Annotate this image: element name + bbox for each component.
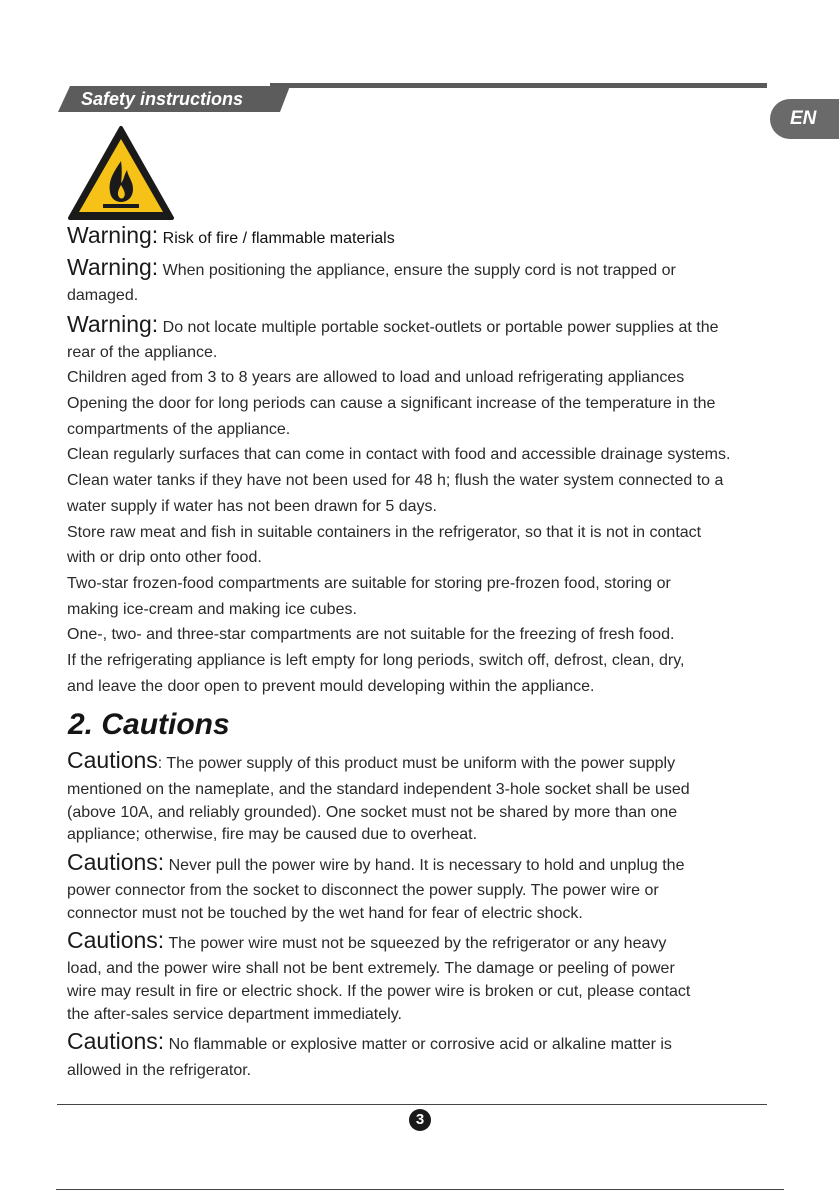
- caution-continuation: allowed in the refrigerator.: [67, 1062, 252, 1079]
- caution-continuation: mentioned on the nameplate, and the standard independent 3-hole socket shall be used: [67, 781, 690, 798]
- caution-text: No flammable or explosive matter or corrosive acid or alkaline matter is: [164, 1036, 672, 1053]
- page-number: 3: [409, 1109, 431, 1131]
- instruction-line: compartments of the appliance.: [67, 421, 291, 438]
- cautions-heading: 2. Cautions: [68, 708, 230, 741]
- instruction-line: Two-star frozen-food compartments are suitable for storing pre-frozen food, storing or: [67, 575, 671, 592]
- caution-line: [67, 1028, 672, 1055]
- instruction-line: If the refrigerating appliance is left empty for long periods, switch off, defrost, clean, dry,: [67, 652, 685, 669]
- caution-text: The power wire must not be squeezed by the refrigerator or any heavy: [164, 935, 667, 952]
- caution-continuation: the after-sales service department immediately.: [67, 1006, 402, 1023]
- caution-continuation: (above 10A, and reliably grounded). One socket must not be shared by more than one: [67, 804, 678, 821]
- instruction-line: water supply if water has not been drawn for 5 days.: [67, 498, 437, 515]
- warning-line: [67, 311, 719, 338]
- instruction-line: Clean regularly surfaces that can come in contact with food and accessible drainage systems.: [67, 446, 731, 463]
- warning-continuation: rear of the appliance.: [67, 344, 218, 361]
- instruction-line: with or drip onto other food.: [67, 549, 262, 566]
- caution-label: Cautions: [67, 747, 158, 773]
- caution-line: [67, 747, 676, 774]
- warning-label: Warning:: [67, 254, 159, 280]
- caution-label: Cautions:: [67, 927, 165, 953]
- caution-label: Cautions:: [67, 849, 165, 875]
- caution-line: [67, 927, 667, 954]
- language-label: EN: [790, 108, 817, 129]
- header-rule: [270, 83, 767, 88]
- section-title: Safety instructions: [81, 89, 244, 109]
- warning-text: Do not locate multiple portable socket-outlets or portable power supplies at the: [158, 319, 719, 336]
- caution-text: Never pull the power wire by hand. It is necessary to hold and unplug the: [164, 857, 685, 874]
- warning-label: Warning:: [67, 222, 159, 248]
- instruction-line: Children aged from 3 to 8 years are allowed to load and unload refrigerating appliances: [67, 369, 685, 386]
- warning-continuation: damaged.: [67, 287, 139, 304]
- caution-continuation: wire may result in fire or electric shock. If the power wire is broken or cut, please contact: [67, 983, 691, 1000]
- instruction-line: Opening the door for long periods can cause a significant increase of the temperature in the: [67, 395, 716, 412]
- warning-line: [67, 254, 676, 281]
- warning-text: When positioning the appliance, ensure the supply cord is not trapped or: [158, 262, 676, 279]
- warning-label: Warning:: [67, 311, 159, 337]
- caution-label: Cautions:: [67, 1028, 165, 1054]
- instruction-line: making ice-cream and making ice cubes.: [67, 601, 357, 618]
- caution-continuation: load, and the power wire shall not be bent extremely. The damage or peeling of power: [67, 960, 675, 977]
- instruction-line: Store raw meat and fish in suitable containers in the refrigerator, so that it is not in contact: [67, 524, 702, 541]
- caution-continuation: appliance; otherwise, fire may be caused due to overheat.: [67, 826, 478, 843]
- page-bottom-rule: [56, 1189, 784, 1190]
- flammable-warning-icon: [67, 125, 175, 221]
- instruction-line: Clean water tanks if they have not been used for 48 h; flush the water system connected to a: [67, 472, 724, 489]
- warning-text: Risk of fire / flammable materials: [158, 230, 395, 247]
- instruction-line: One-, two- and three-star compartments are not suitable for the freezing of fresh food.: [67, 626, 675, 643]
- caution-continuation: connector must not be touched by the wet hand for fear of electric shock.: [67, 905, 583, 922]
- warning-line: [67, 222, 395, 249]
- caution-line: [67, 849, 685, 876]
- instruction-line: and leave the door open to prevent mould developing within the appliance.: [67, 678, 595, 695]
- footer-rule: [57, 1104, 767, 1105]
- caution-continuation: power connector from the socket to disconnect the power supply. The power wire or: [67, 882, 659, 899]
- caution-text: : The power supply of this product must be uniform with the power supply: [157, 755, 676, 772]
